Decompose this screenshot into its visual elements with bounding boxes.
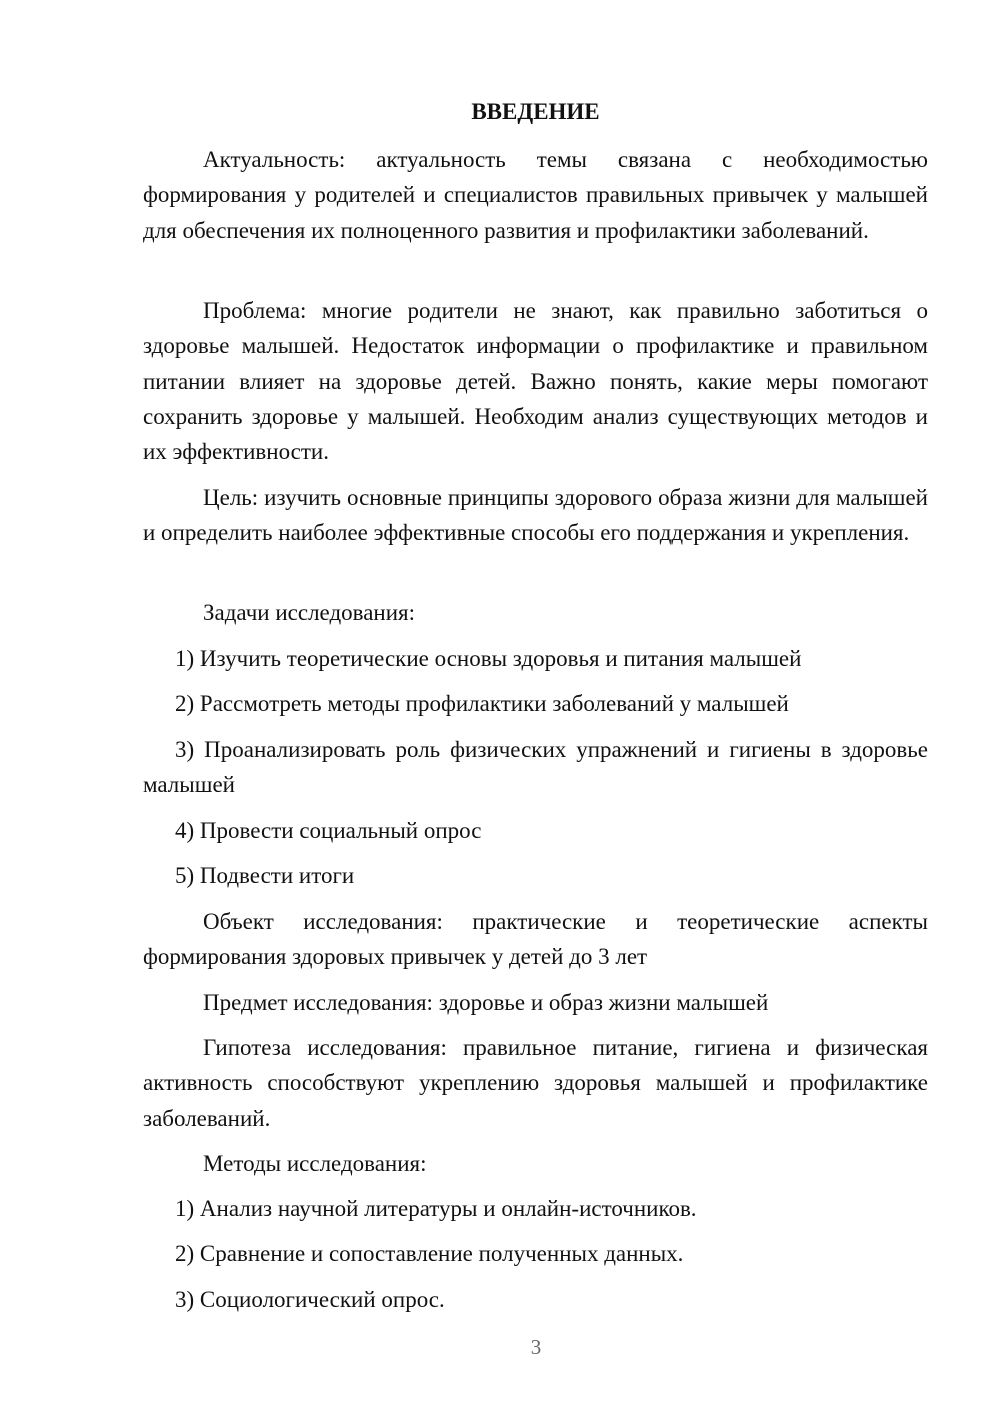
list-item-task-3: 3) Проанализировать роль физических упражнений и гигиены в здоровье малышей [143, 737, 928, 798]
paragraph-subject: Предмет исследования: здоровье и образ жизни малышей [203, 990, 769, 1015]
list-item-task-2: 2) Рассмотреть методы профилактики заболеваний у малышей [175, 691, 789, 716]
paragraph-tasks-heading: Задачи исследования: [203, 600, 416, 625]
list-item-method-1: 1) Анализ научной литературы и онлайн-источников. [175, 1196, 697, 1221]
paragraph-problem: Проблема: многие родители не знают, как правильно заботиться о здоровье малышей. Недостаток информации о профилактике и правильном питании влияет на здоровье детей. Важно понять, какие меры помогают сохранить здоровье у малышей. Необходим анализ существующих методов и их эффективности. [143, 298, 928, 465]
page-number: 3 [530, 1335, 542, 1359]
list-item-method-3: 3) Социологический опрос. [175, 1287, 445, 1312]
paragraph-relevance: Актуальность: актуальность темы связана с необходимостью формирования у родителей и специалистов правильных привычек у малышей для обеспечения их полноценного развития и профилактики заболеваний. [143, 147, 928, 243]
paragraph-methods-heading: Методы исследования: [203, 1151, 427, 1176]
list-item-task-5: 5) Подвести итоги [175, 863, 355, 888]
paragraph-goal: Цель: изучить основные принципы здорового образа жизни для малышей и определить наиболее эффективные способы его поддержания и укрепления. [143, 485, 928, 546]
page-title: ВВЕДЕНИЕ [471, 99, 600, 124]
list-item-task-1: 1) Изучить теоретические основы здоровья и питания малышей [175, 646, 802, 671]
list-item-task-4: 4) Провести социальный опрос [175, 818, 482, 843]
paragraph-hypothesis: Гипотеза исследования: правильное питание, гигиена и физическая активность способствуют укреплению здоровья малышей и профилактике заболеваний. [143, 1035, 928, 1131]
paragraph-object: Объект исследования: практические и теоретические аспекты формирования здоровых привычек у детей до 3 лет [143, 909, 928, 970]
list-item-method-2: 2) Сравнение и сопоставление полученных данных. [175, 1241, 684, 1266]
